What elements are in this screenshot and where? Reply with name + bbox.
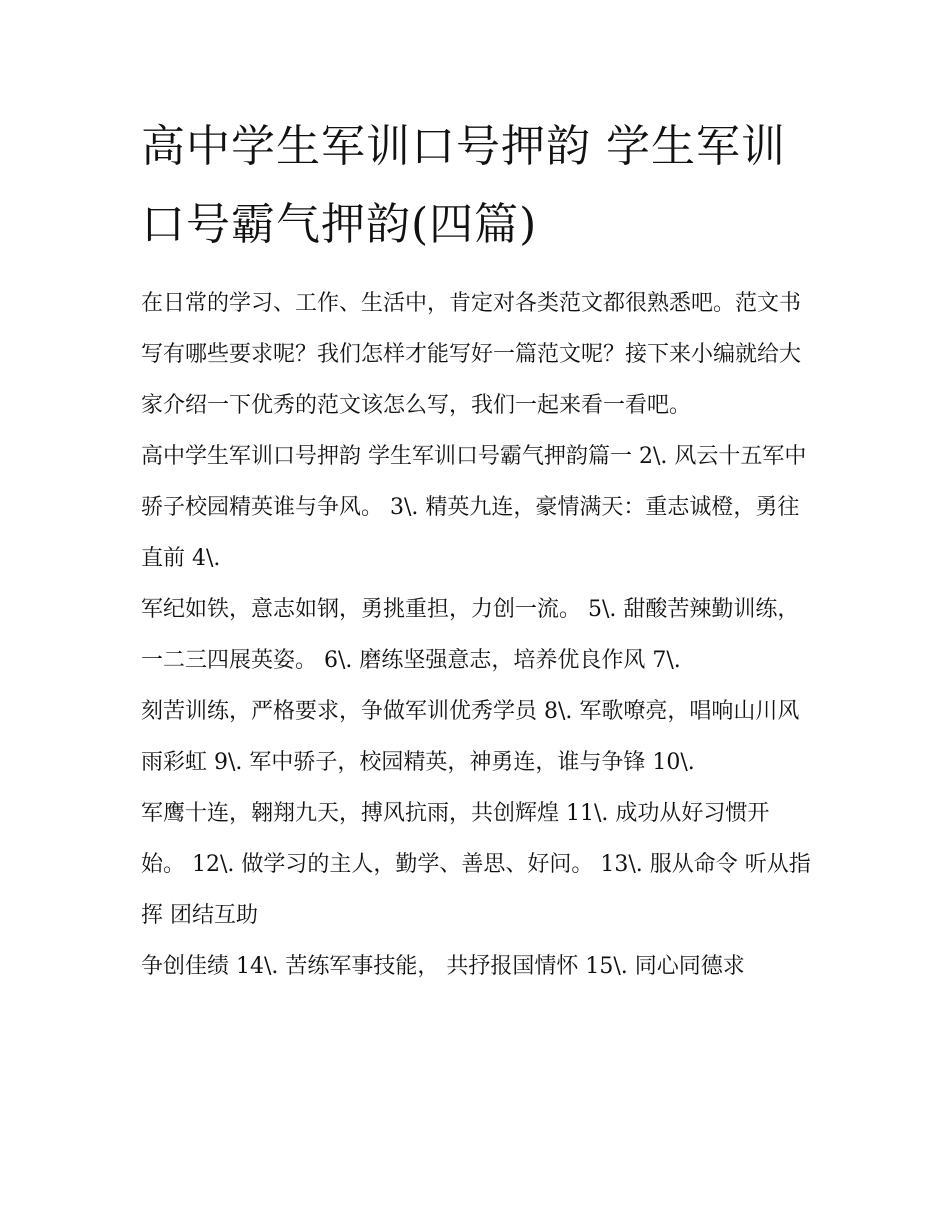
- document-content: [141, 108, 813, 992]
- document-title: 高中学生军训口号押韵 学生军训口号霸气押韵(四篇): [141, 121, 786, 250]
- document-body: [141, 278, 813, 992]
- paragraph-slogans-2: 军纪如铁，意志如钢，勇挑重担，力创一流。 5\. 甜酸苦辣勤训练，一二三四展英姿。 6\. 磨练坚强意志，培养优良作风 7\.: [141, 597, 800, 673]
- paragraph-slogans-1: 高中学生军训口号押韵 学生军训口号霸气押韵篇一 2\. 风云十五军中骄子校园精英谁与争风。 3\. 精英九连，豪情满天：重志诚橙，勇往直前 4\.: [141, 444, 807, 571]
- paragraph-slogans-4: 军鹰十连，翱翔九天，搏风抗雨，共创辉煌 11\. 成功从好习惯开始。 12\. 做学习的主人，勤学、善思、好问。 13\. 服从命令 听从指挥 团结互助: [141, 801, 811, 928]
- paragraph-intro: 在日常的学习、工作、生活中，肯定对各类范文都很熟悉吧。范文书写有哪些要求呢？我们怎样才能写好一篇范文呢？接下来小编就给大家介绍一下优秀的范文该怎么写，我们一起来看一看吧。: [141, 291, 802, 418]
- paragraph-slogans-3: 刻苦训练，严格要求，争做军训优秀学员 8\. 军歌嘹亮，唱响山川风雨彩虹 9\. 军中骄子，校园精英，神勇连，谁与争锋 10\.: [141, 699, 800, 775]
- paragraph-slogans-5: 争创佳绩 14\. 苦练军事技能， 共抒报国情怀 15\. 同心同德求: [141, 954, 745, 979]
